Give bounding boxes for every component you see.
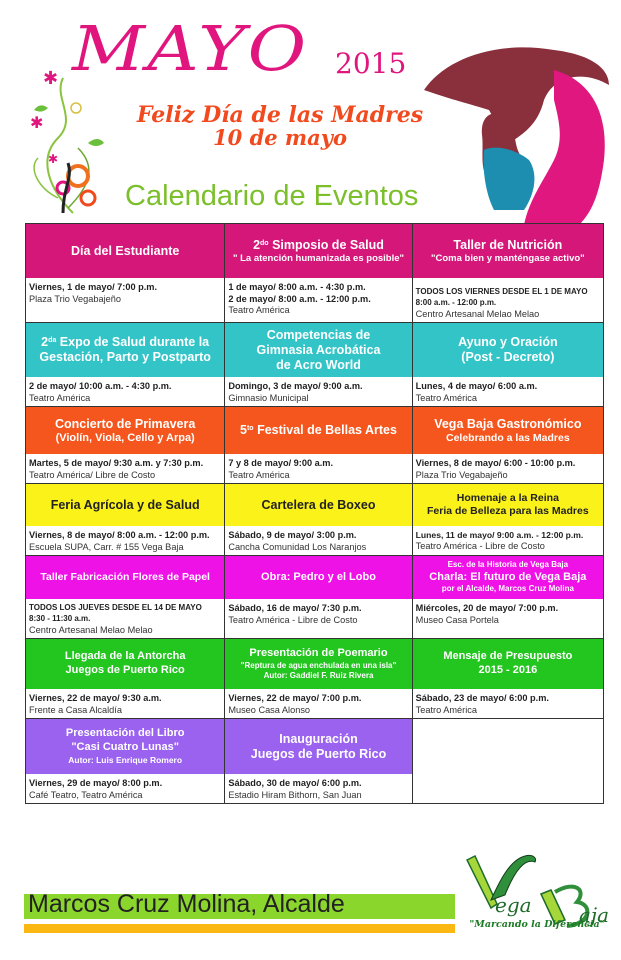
event-subtitle: "Coma bien y manténgase activo" [431,252,585,264]
event-title-line-2: (Violín, Viola, Cello y Arpa) [55,431,195,444]
event-header [26,224,224,278]
event-details [225,526,411,555]
event-header [26,556,224,599]
event-title: Vega Baja Gastronómico [434,416,582,431]
event-details [225,377,411,406]
event-title-text: Expo de Salud durante la [59,335,210,350]
event-title-line-2: (Post - Decreto) [461,350,555,365]
month-title: MAYO [72,12,309,85]
event-title: Taller de Nutrición [453,237,563,252]
event-header [225,484,411,526]
event-title: Inauguración [279,731,358,746]
event-details [26,454,224,483]
event-details [413,599,603,638]
event-venue: Teatro América [29,392,91,403]
event-subtitle: "Reptura de agua enchulada en una isla" [240,660,397,670]
event-date: Sábado, 16 de mayo/ 7:30 p.m. [228,603,362,614]
event-header [225,719,411,774]
event-date: Miércoles, 20 de mayo/ 7:00 p.m. [415,603,559,614]
event-title: Mensaje de Presupuesto [443,650,573,663]
event-date: 2 de mayo/ 10:00 a.m. - 4:30 p.m. [29,381,172,392]
event-cell [224,639,411,718]
event-venue: Centro Artesanal Melao Melao [29,624,153,635]
event-author: Autor: Luis Enrique Romero [68,754,183,765]
event-date: Sábado, 9 de mayo/ 3:00 p.m. [228,530,357,541]
events-row [26,718,603,803]
event-date: TODOS LOS JUEVES DESDE EL 14 DE MAYO [29,603,202,613]
event-venue: Gimnasio Municipal [228,392,309,403]
event-title: Obra: Pedro y el Lobo [261,570,376,583]
events-row [26,224,603,322]
event-date: Viernes, 29 de mayo/ 8:00 p.m. [29,778,163,789]
event-header [26,484,224,526]
events-row [26,555,603,638]
event-subtitle: por el Alcalde, Marcos Cruz Molina [441,584,574,594]
event-cell [26,639,224,718]
event-title-line-3: de Acro World [276,357,361,372]
event-cell [412,407,603,483]
alcalde-name: Marcos Cruz Molina, Alcalde [28,890,345,918]
event-header [413,639,603,689]
event-title: Feria Agrícola y de Salud [50,497,200,512]
logo-slogan: "Marcando la Diferencia" [469,919,605,930]
event-title: Cartelera de Boxeo [261,497,376,512]
event-title: Competencias de [266,327,371,342]
event-cell [412,556,603,638]
event-date: Viernes, 8 de mayo/ 6:00 - 10:00 p.m. [415,458,576,469]
event-cell [224,224,411,322]
event-title-line-2: Juegos de Puerto Rico [65,664,185,677]
event-venue: Frente a Casa Alcaldía [29,704,122,715]
event-header [225,323,411,377]
ordinal-number: 2 [253,237,261,252]
event-header [26,639,224,689]
event-cell [412,224,603,322]
event-details [225,278,411,322]
event-title-line-2: 2015 - 2016 [478,664,538,677]
event-header [225,639,411,689]
event-date: Lunes, 11 de mayo/ 9:00 a.m. - 12:00 p.m. [415,530,584,541]
event-venue: Escuela SUPA, Carr. # 155 Vega Baja [29,541,184,552]
event-title: Taller Fabricación Flores de Papel [40,571,210,584]
vega-baja-logo-icon [455,850,615,945]
event-cell [224,323,411,406]
svg-text:✱: ✱ [48,152,59,166]
svg-text:✱: ✱ [30,113,44,132]
event-details [413,689,603,718]
event-venue: Museo Casa Portela [415,614,499,625]
event-cell [26,323,224,406]
event-venue: Café Teatro, Teatro América [29,789,143,800]
ordinal-number: 5 [240,423,247,438]
event-cell [224,719,411,803]
event-details [225,774,411,803]
event-subtitle: Celebrando a las Madres [445,431,570,444]
event-cell [412,323,603,406]
event-date: Sábado, 23 de mayo/ 6:00 p.m. [415,693,549,704]
event-venue: Teatro América - Libre de Costo [228,614,358,625]
event-title-line-2: "Casi Cuatro Lunas" [71,741,179,754]
ordinal-suffix: to [246,425,254,433]
event-title-text: Festival de Bellas Artes [257,423,397,438]
mothers-day-greeting [110,104,450,149]
event-details [413,377,603,406]
event-date: 7 y 8 de mayo/ 9:00 a.m. [228,458,334,469]
event-date: Viernes, 22 de mayo/ 7:00 p.m. [228,693,362,704]
greeting-line-1: Feliz Día de las Madres [136,102,424,128]
event-date: Viernes, 8 de mayo/ 8:00 a.m. - 12:00 p.m. [29,530,210,541]
event-cell [224,556,411,638]
event-details [26,599,224,638]
event-venue: Teatro América [415,704,477,715]
event-header [26,323,224,377]
event-details [225,454,411,483]
event-details [26,526,224,555]
event-date: Domingo, 3 de mayo/ 9:00 a.m. [228,381,363,392]
event-cell [26,407,224,483]
event-title-line-2: Feria de Belleza para las Madres [427,505,589,518]
event-details [413,526,603,555]
event-cell [224,407,411,483]
event-details [225,599,411,638]
event-date-2: 2 de mayo/ 8:00 a.m. - 12:00 p.m. [228,293,371,304]
event-header [413,323,603,377]
event-cell [412,639,603,718]
event-header [413,556,603,599]
event-cell [412,484,603,555]
event-venue: Teatro América [415,392,477,403]
event-title: Presentación de Poemario [249,646,388,659]
event-title: Ayuno y Oración [458,335,558,350]
event-details [26,774,224,803]
event-header [413,224,603,278]
event-header [413,484,603,526]
event-title: Llegada de la Antorcha [64,650,186,663]
event-details [413,278,603,322]
event-header [225,556,411,599]
event-title: Charla: El futuro de Vega Baja [429,570,587,583]
event-date: Martes, 5 de mayo/ 9:30 a.m. y 7:30 p.m. [29,458,204,469]
events-calendar-grid [25,223,604,804]
svg-text:✱: ✱ [43,68,59,89]
logo-word-baja: aja [579,903,610,927]
event-header [225,224,411,278]
event-details [26,689,224,718]
event-title [253,238,384,253]
ordinal-number: 2 [41,335,49,350]
event-venue: Cancha Comunidad Los Naranjos [228,541,367,552]
event-venue: Teatro América [228,305,290,315]
events-row [26,322,603,406]
event-title: Presentación del Libro [65,727,185,740]
event-title [240,423,397,438]
event-title-text: Simposio de Salud [272,237,384,252]
event-venue: Museo Casa Alonso [228,704,311,715]
event-title-line-2: Juegos de Puerto Rico [250,746,387,761]
orange-divider-bar [24,924,455,933]
event-venue: Teatro América/ Libre de Costo [29,469,156,480]
event-date: Sábado, 30 de mayo/ 6:00 p.m. [228,778,362,789]
event-header [26,407,224,454]
event-time: 8:00 a.m. - 12:00 p.m. [415,297,497,307]
event-date: TODOS LOS VIERNES DESDE EL 1 DE MAYO [415,287,588,296]
ordinal-suffix: da [48,337,57,345]
empty-cell [412,719,603,803]
event-venue: Teatro América - Libre de Costo [415,540,545,551]
event-header [413,407,603,454]
event-details [26,278,224,322]
events-row [26,638,603,718]
calendar-title: Calendario de Eventos [125,180,419,212]
event-date: 1 de mayo/ 8:00 a.m. - 4:30 p.m. [228,282,366,292]
event-cell [26,556,224,638]
event-header [26,719,224,774]
event-author: Autor: Gaddiel F. Ruiz Rivera [263,671,374,681]
event-venue: Plaza Trio Vegabajeño [29,293,121,304]
events-row [26,483,603,555]
event-header [225,407,411,454]
event-subtitle: " La atención humanizada es posible" [232,252,405,264]
ordinal-suffix: do [260,239,269,247]
logo-word-vega: ega [495,893,532,917]
event-details [413,454,603,483]
event-venue: Centro Artesanal Melao Melao [415,308,540,319]
event-cell [224,484,411,555]
event-time: 8:30 - 11:30 a.m. [29,613,91,623]
event-cell [26,224,224,322]
event-details [225,689,411,718]
greeting-line-2: 10 de mayo [213,125,347,151]
event-title: Día del Estudiante [70,243,180,258]
event-date: Viernes, 22 de mayo/ 9:30 a.m. [29,693,162,704]
event-title [41,335,209,350]
event-cell [26,719,224,803]
event-date: Viernes, 1 de mayo/ 7:00 p.m. [29,282,158,292]
event-venue: Plaza Trio Vegabajeño [415,469,508,480]
event-date: Lunes, 4 de mayo/ 6:00 a.m. [415,381,538,392]
event-title-line-2: Gimnasia Acrobática [256,342,381,357]
event-title: Homenaje a la Reina [456,491,559,504]
year-title: 2015 [335,47,407,80]
event-title-line-2: Gestación, Parto y Postparto [39,350,211,365]
event-venue: Teatro América [228,469,290,480]
event-pretitle: Esc. de la Historia de Vega Baja [447,560,569,570]
events-row [26,406,603,483]
event-details [26,377,224,406]
event-cell [26,484,224,555]
event-venue: Estadio Hiram Bithorn, San Juan [228,789,362,800]
event-title: Concierto de Primavera [54,416,196,431]
